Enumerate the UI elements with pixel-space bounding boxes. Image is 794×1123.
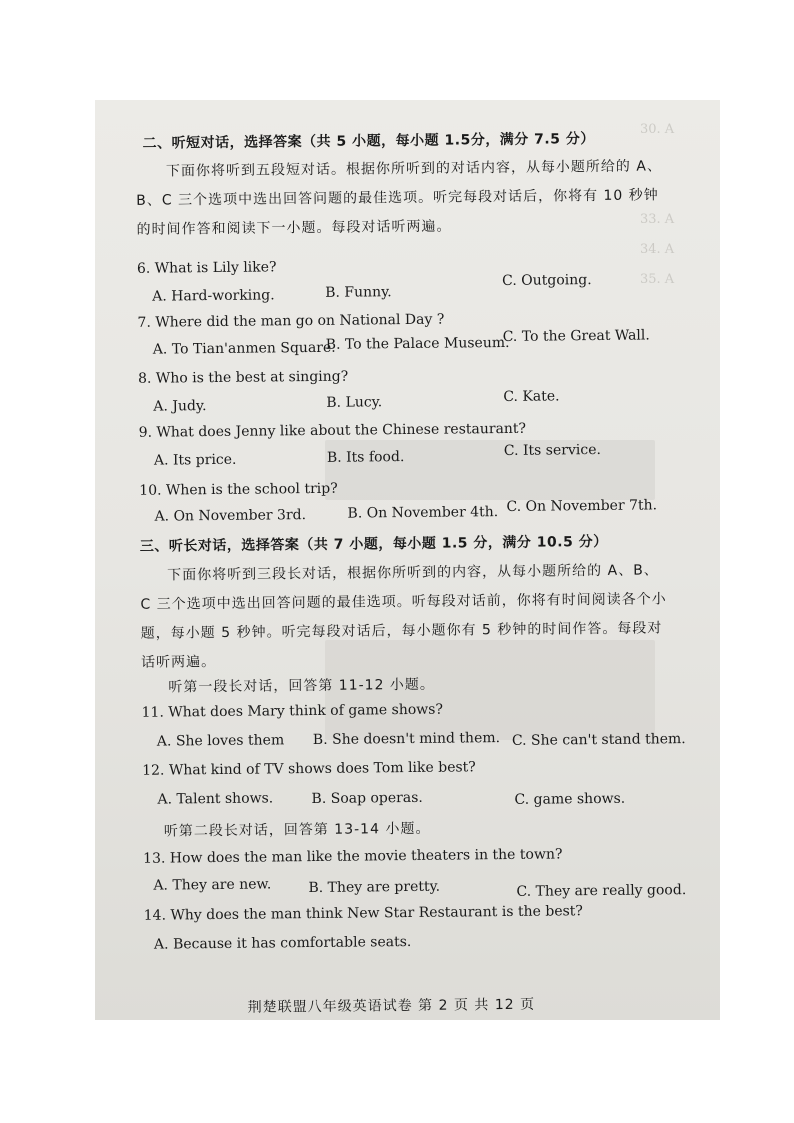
option-b: B. Lucy.	[326, 394, 383, 411]
question-13: 13. How does the man like the movie theaters in the town?	[143, 846, 563, 867]
option-a: A. On November 3rd.	[154, 507, 307, 525]
section-3-intro: C 三个选项中选出回答问题的最佳选项。听每段对话前，你将有时间阅读各个小	[140, 591, 667, 613]
option-a: A. Judy.	[153, 398, 207, 415]
option-c: C. They are really good.	[516, 882, 687, 900]
section-2-intro: 下面你将听到五段短对话。根据你所听到的对话内容，从每小题所给的 A、	[165, 158, 663, 180]
section-2-title: 二、听短对话，选择答案（共 5 小题，每小题 1.5分，满分 7.5 分）	[142, 131, 595, 152]
option-b: B. To the Palace Museum.	[325, 334, 510, 353]
option-b: B. She doesn't mind them.	[312, 730, 501, 749]
option-b: B. Soap operas.	[311, 789, 423, 808]
question-14: 14. Why does the man think New Star Restaurant is the best?	[143, 903, 583, 924]
bleed-through-text: 33. A	[640, 212, 675, 227]
exam-paper	[95, 100, 720, 1020]
part-1-instruction: 听第一段长对话，回答第 11-12 小题。	[168, 676, 435, 696]
option-a: A. Hard-working.	[152, 287, 275, 305]
option-b: B. They are pretty.	[308, 878, 441, 897]
question-9: 9. What does Jenny like about the Chinese restaurant?	[138, 420, 527, 441]
option-b: B. Funny.	[325, 284, 392, 301]
option-a: A. Talent shows.	[157, 790, 274, 808]
option-b: B. Its food.	[326, 449, 405, 466]
option-b: B. On November 4th.	[347, 504, 499, 522]
part-2-instruction: 听第二段长对话，回答第 13-14 小题。	[163, 820, 431, 840]
option-c: C. game shows.	[514, 790, 626, 808]
option-c: C. On November 7th.	[506, 497, 658, 515]
section-3-intro: 题，每小题 5 秒钟。听完每段对话后，每小题你有 5 秒钟的时间作答。每段对	[140, 620, 663, 642]
question-8: 8. Who is the best at singing?	[138, 368, 349, 387]
bleed-through-text: 30. A	[640, 122, 675, 137]
option-c: C. To the Great Wall.	[502, 327, 650, 345]
option-a: A. They are new.	[153, 876, 272, 894]
question-12: 12. What kind of TV shows does Tom like best?	[142, 759, 476, 779]
section-2-intro: B、C 三个选项中选出回答问题的最佳选项。听完每段对话后，你将有 10 秒钟	[136, 187, 659, 209]
page-content	[95, 100, 720, 1020]
option-c: C. She can't stand them.	[511, 731, 686, 749]
section-3-title: 三、听长对话，选择答案（共 7 小题，每小题 1.5 分，满分 10.5 分）	[139, 533, 608, 555]
question-11: 11. What does Mary think of game shows?	[141, 701, 443, 721]
option-c: C. Outgoing.	[501, 272, 592, 289]
option-c: C. Its service.	[503, 441, 601, 459]
option-c: C. Kate.	[503, 388, 560, 405]
section-3-intro: 下面你将听到三段长对话，根据你所听到的内容，从每小题所给的 A、B、	[167, 562, 659, 584]
question-6: 6. What is Lily like?	[136, 259, 277, 277]
section-3-intro: 话听两遍。	[140, 654, 217, 671]
question-10: 10. When is the school trip?	[139, 480, 338, 499]
option-a: A. Because it has comfortable seats.	[153, 933, 412, 953]
option-a: A. She loves them	[156, 732, 285, 750]
section-2-intro: 的时间作答和阅读下一小题。每段对话听两遍。	[136, 218, 452, 238]
bleed-through-text: 34. A	[640, 242, 675, 257]
bleed-through-text: 35. A	[640, 272, 675, 287]
page-footer: 荆楚联盟八年级英语试卷 第 2 页 共 12 页	[247, 996, 536, 1016]
option-a: A. To Tian'anmen Square.	[152, 339, 336, 358]
option-a: A. Its price.	[153, 451, 237, 469]
question-7: 7. Where did the man go on National Day ?	[137, 311, 445, 331]
